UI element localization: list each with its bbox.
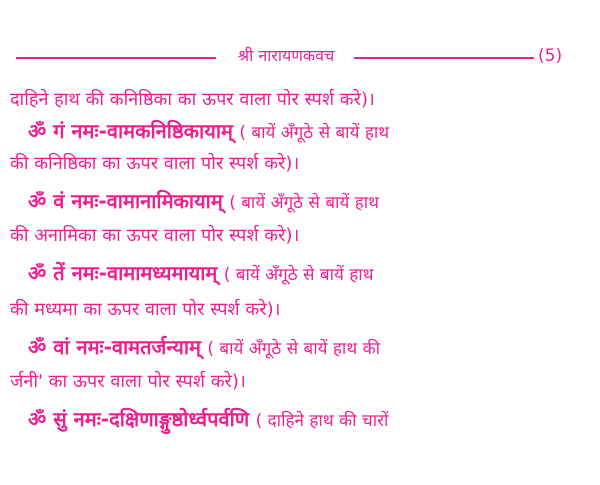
mantra-text: ॐ तें नमः-वामामध्यमायाम् bbox=[28, 261, 218, 285]
mantra-text: ॐ गं नमः-वामकनिष्ठिकायाम् bbox=[28, 119, 233, 143]
line-text: दाहिने हाथ की कनिष्ठिका का ऊपर वाला पोर स्पर्श करे)। bbox=[10, 89, 375, 110]
text-line-4 bbox=[10, 296, 590, 324]
page-header bbox=[10, 44, 590, 68]
line-text: की मध्यमा का ऊपर वाला पोर स्पर्श करे)। bbox=[10, 299, 281, 320]
mantra-note: ( बायें अँगूठे से बायें हाथ bbox=[239, 123, 390, 143]
mantra-line-4 bbox=[10, 332, 590, 362]
text-line-5 bbox=[10, 368, 590, 396]
line-text: र्जनी' का ऊपर वाला पोर स्पर्श करे)। bbox=[10, 371, 246, 392]
running-title: श्री नारायणकवच bbox=[237, 46, 335, 65]
mantra-note: ( दाहिने हाथ की चारों bbox=[255, 411, 389, 431]
page-number: (5) bbox=[538, 46, 563, 66]
header-rule-right bbox=[354, 57, 534, 59]
text-line-2 bbox=[10, 150, 590, 178]
mantra-line-3 bbox=[10, 258, 590, 288]
mantra-text: ॐ सुं नमः-दक्षिणाङ्गुष्ठोर्ध्वपर्वणि bbox=[28, 407, 250, 431]
mantra-line-1 bbox=[10, 116, 590, 146]
mantra-note: ( बायें अँगूठे से बायें हाथ bbox=[229, 193, 379, 213]
mantra-text: ॐ वं नमः-वामानामिकायाम् bbox=[28, 189, 223, 213]
header-rule-left bbox=[16, 57, 216, 59]
line-text: की कनिष्ठिका का ऊपर वाला पोर स्पर्श करे)। bbox=[10, 153, 300, 174]
line-text: की अनामिका का ऊपर वाला पोर स्पर्श करे)। bbox=[10, 225, 300, 246]
mantra-note: ( बायें अँगूठे से बायें हाथ की bbox=[207, 339, 381, 359]
mantra-line-5 bbox=[10, 404, 590, 434]
text-line-1 bbox=[10, 86, 590, 114]
mantra-line-2 bbox=[10, 186, 590, 216]
text-line-3 bbox=[10, 222, 590, 250]
mantra-note: ( बायें अँगूठे से बायें हाथ bbox=[223, 265, 374, 285]
mantra-text: ॐ वां नमः-वामतर्जन्याम् bbox=[28, 335, 202, 359]
